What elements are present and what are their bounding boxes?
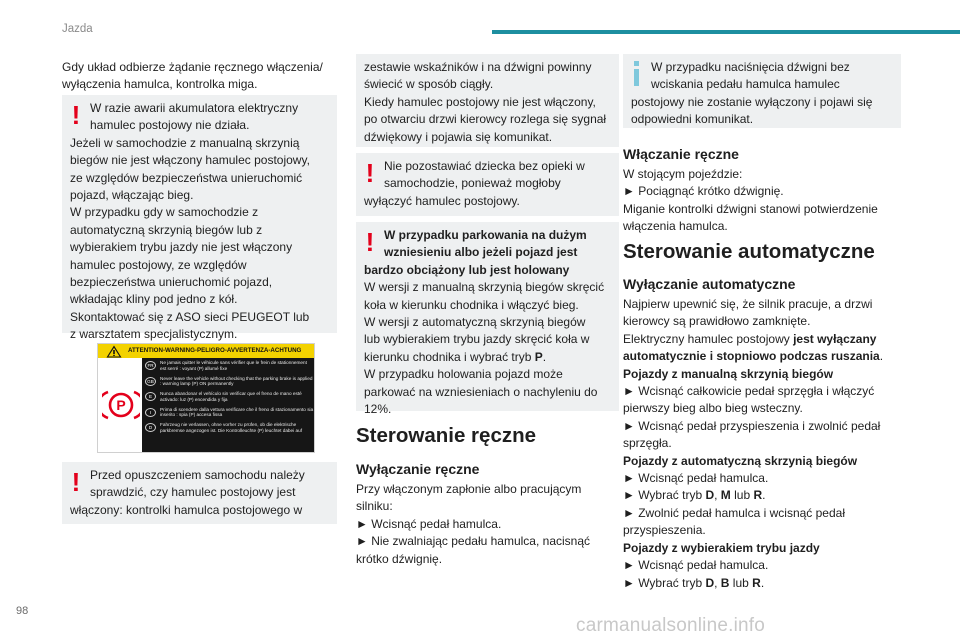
body-text: Elektryczny hamulec postojowy bbox=[623, 331, 794, 346]
warning-box-battery bbox=[62, 95, 337, 342]
warning-line: pojazd, włączając bieg. bbox=[70, 188, 194, 203]
warning-line: Nie pozostawiać dziecka bez opieki w bbox=[384, 159, 585, 173]
warning-line: hamulec postojowy, ze względów bbox=[70, 257, 247, 272]
automatic-release-body bbox=[623, 296, 913, 592]
flag-badge: E bbox=[145, 392, 156, 401]
warning-line: z warsztatem specjalistycznym. bbox=[70, 327, 238, 342]
flag-badge: I bbox=[145, 408, 156, 417]
flag-badge: D bbox=[145, 423, 156, 432]
info-line: postojowy nie zostanie wyłączony i pojawi się bbox=[631, 94, 873, 109]
info-line: wciskania pedału hamulca hamulec bbox=[651, 77, 840, 92]
body-line: ► Wcisnąć pedał hamulca. bbox=[623, 558, 769, 573]
body-line: W stojącym pojeździe: bbox=[623, 167, 743, 181]
body-line: przyspieszenia. bbox=[623, 523, 706, 538]
warning-line: wybierakiem trybu jazdy nie jest włączony bbox=[70, 240, 293, 255]
heading-manual-apply: Włączanie ręczne bbox=[623, 146, 739, 162]
body-line bbox=[623, 331, 913, 348]
warning-line: Skontaktować się z ASO sieci PEUGEOT lub bbox=[70, 309, 310, 324]
heading-manual-release: Wyłączanie ręczne bbox=[356, 461, 480, 477]
punctuation: . bbox=[542, 349, 547, 364]
manual-release-body bbox=[356, 481, 619, 568]
label-row-gb bbox=[142, 374, 314, 390]
subheading-drive-selector: Pojazdy z wybierakiem trybu jazdy bbox=[623, 540, 820, 555]
warning-heading-line: W przypadku parkowania na dużym bbox=[384, 228, 587, 242]
warning-line: W wersji z automatyczną skrzynią biegów bbox=[364, 315, 586, 330]
flag-badge: FR bbox=[145, 361, 156, 370]
punctuation: , bbox=[714, 488, 721, 503]
warning-line: W przypadku gdy w samochodzie z bbox=[70, 205, 259, 220]
continued-warning-box bbox=[356, 54, 619, 147]
label-row-text: Prima di scendere dalla vettura verificare che il freno di stazionamento sia inserito : spia (P) accesa fissa bbox=[160, 406, 314, 418]
flag-badge: GB bbox=[145, 377, 156, 386]
warning-line: zestawie wskaźników i na dźwigni powinny bbox=[364, 60, 592, 74]
info-box-lever bbox=[623, 54, 901, 128]
body-line: sprzęgła. bbox=[623, 436, 672, 451]
warning-heading-line: bardzo obciążony lub jest holowany bbox=[364, 262, 570, 277]
body-text: lub bbox=[730, 488, 754, 503]
warning-line: Kiedy hamulec postojowy nie jest włączony, bbox=[364, 94, 596, 109]
mode-m: M bbox=[720, 488, 731, 503]
warning-heading-line: wzniesieniu albo jeżeli pojazd jest bbox=[384, 245, 578, 260]
body-line: krótko dźwignię. bbox=[356, 551, 443, 566]
body-bold: jest wyłączany bbox=[793, 331, 877, 346]
warning-line: samochodzie, ponieważ mogłoby bbox=[384, 176, 561, 191]
warning-line: W razie awarii akumulatora elektryczny bbox=[90, 101, 299, 115]
warning-line: automatyczną skrzynią biegów lub z bbox=[70, 222, 263, 237]
label-row-d bbox=[142, 420, 314, 436]
warning-line-text: kierunku chodnika i wybrać tryb bbox=[364, 349, 535, 364]
subheading-manual-gearbox: Pojazdy z manualną skrzynią biegów bbox=[623, 366, 834, 381]
body-line: ► Wcisnąć całkowicie pedał sprzęgła i włączyć bbox=[623, 384, 875, 399]
body-line: ► Wcisnąć pedał hamulca. bbox=[623, 471, 769, 486]
heading-automatic-control: Sterowanie automatyczne bbox=[623, 240, 875, 263]
label-row-fr bbox=[142, 358, 314, 374]
mode-r: R bbox=[752, 575, 761, 590]
warning-line: wkładając kliny pod jedno z kół. bbox=[70, 292, 238, 307]
section-label: Jazda bbox=[62, 23, 93, 35]
body-line: włączenia hamulca. bbox=[623, 219, 728, 234]
warning-line: 12%. bbox=[364, 402, 392, 417]
warning-box-leaving bbox=[62, 462, 337, 524]
warning-line: świecić w sposób ciągły. bbox=[364, 77, 494, 92]
body-line: pierwszy bieg albo bieg wsteczny. bbox=[623, 401, 803, 416]
warning-box-slope bbox=[356, 222, 619, 417]
warning-line: hamulec postojowy nie działa. bbox=[90, 118, 250, 133]
header-accent-bar bbox=[492, 30, 960, 34]
body-text: ► Wybrać tryb bbox=[623, 575, 706, 590]
warning-line: sprawdzić, czy hamulec postojowy jest bbox=[90, 485, 296, 500]
body-line bbox=[623, 487, 913, 504]
mode-p: P bbox=[534, 349, 543, 364]
warning-line: W przypadku holowania pojazd może bbox=[364, 367, 563, 382]
manual-apply-body bbox=[623, 166, 908, 236]
warning-line: po otwarciu drzwi kierowcy rozlega się sygnał bbox=[364, 112, 607, 127]
label-row-e bbox=[142, 389, 314, 405]
body-line: Miganie kontrolki dźwigni stanowi potwierdzenie bbox=[623, 201, 878, 216]
body-line bbox=[623, 575, 913, 592]
warning-box-child bbox=[356, 153, 619, 216]
warning-line: wyłączyć hamulec postojowy. bbox=[364, 193, 520, 208]
parking-brake-warning-label-image bbox=[97, 343, 315, 453]
body-line: ► Wcisnąć pedał hamulca. bbox=[356, 516, 502, 531]
label-row-text: Ne jamais quitter le véhicule sans vérifier que le frein de stationnement est serré : voyant (P) allumé fixe bbox=[160, 360, 307, 371]
warning-line: Jeżeli w samochodzie z manualną skrzynią bbox=[70, 135, 300, 150]
info-icon bbox=[632, 61, 642, 87]
info-line: W przypadku naciśnięcia dźwigni bez bbox=[651, 60, 850, 74]
warning-exclamation-icon: ! bbox=[365, 227, 375, 257]
page-number: 98 bbox=[16, 605, 29, 617]
punctuation: . bbox=[762, 488, 766, 503]
watermark: carmanualsonline.info bbox=[576, 615, 766, 636]
body-line: ► Wcisnąć pedał przyspieszenia i zwolnić pedał bbox=[623, 418, 881, 433]
col1-intro: Gdy układ odbierze żądanie ręcznego włączenia/ wyłączenia hamulca, kontrolka miga. bbox=[62, 60, 323, 92]
body-line: Przy włączonym zapłonie albo pracującym bbox=[356, 482, 582, 496]
body-line: silniku: bbox=[356, 499, 393, 514]
warning-line: biegów nie jest włączony hamulec postojowy, bbox=[70, 153, 310, 168]
body-line: Najpierw upewnić się, że silnik pracuje, a drzwi bbox=[623, 297, 873, 311]
warning-exclamation-icon: ! bbox=[71, 467, 81, 497]
body-line: kierowcy są prawidłowo zamknięte. bbox=[623, 314, 811, 329]
warning-line bbox=[364, 349, 611, 366]
label-text-panel bbox=[142, 358, 314, 452]
warning-line: W wersji z manualną skrzynią biegów skręcić bbox=[364, 280, 605, 295]
punctuation: . bbox=[760, 575, 765, 590]
body-text: ► Wybrać tryb bbox=[623, 488, 706, 503]
subheading-automatic-gearbox: Pojazdy z automatyczną skrzynią biegów bbox=[623, 453, 858, 468]
mode-d: D bbox=[705, 488, 715, 503]
mode-b: B bbox=[720, 575, 730, 590]
label-row-text: Never leave the vehicle without checking that the parking brake is applied : warning lamp (P) ON permanently bbox=[160, 375, 313, 387]
warning-line: ze względów bezpieczeństwa unieruchomić bbox=[70, 170, 303, 185]
warning-line: parkować na wzniesieniach o nachyleniu do bbox=[364, 384, 598, 399]
body-line: ► Zwolnić pedał hamulca i wcisnąć pedał bbox=[623, 505, 845, 520]
punctuation: , bbox=[714, 575, 721, 590]
info-line: odpowiedni komunikat. bbox=[631, 112, 754, 127]
body-line: ► Pociągnąć krótko dźwignię. bbox=[623, 184, 784, 199]
parking-brake-icon bbox=[102, 388, 140, 422]
heading-manual-control: Sterowanie ręczne bbox=[356, 424, 537, 447]
body-line: ► Nie zwalniając pedału hamulca, nacisnąć bbox=[356, 534, 590, 549]
warning-line: dźwiękowy i pojawia się komunikat. bbox=[364, 129, 553, 144]
label-row-i bbox=[142, 405, 314, 421]
body-text: lub bbox=[729, 575, 753, 590]
warning-line: koła w kierunku chodnika i włączyć bieg. bbox=[364, 297, 579, 312]
svg-text:P: P bbox=[116, 397, 126, 413]
warning-exclamation-icon: ! bbox=[71, 100, 81, 130]
mode-r: R bbox=[753, 488, 763, 503]
body-line bbox=[623, 348, 913, 365]
warning-line: lub wybierakiem trybu jazdy skręcić koła w bbox=[364, 332, 590, 347]
punctuation: . bbox=[879, 349, 884, 364]
warning-line: włączony: kontrolki hamulca postojowego w bbox=[70, 502, 303, 517]
label-header: ATTENTION-WARNING-PELIGRO-AVVERTENZA-ACHTUNG bbox=[98, 344, 314, 358]
warning-exclamation-icon: ! bbox=[365, 158, 375, 188]
warning-line: Przed opuszczeniem samochodu należy bbox=[90, 468, 305, 482]
mode-d: D bbox=[705, 575, 715, 590]
heading-automatic-release: Wyłączanie automatyczne bbox=[623, 276, 796, 292]
warning-line: bezpieczeństwa unieruchomić pojazd, bbox=[70, 275, 273, 290]
label-row-text: Fahrzeug nie verlassen, ohne vorher zu prüfen, ob die elektrische parkbremse angezogen ist. Die Kontrolleuchte (P) leuchtet dabei auf bbox=[160, 422, 303, 433]
label-row-text: Nunca abandonar el vehículo sin verificar que el freno de mano esté activado: luz (P) encendida y fija bbox=[160, 391, 302, 402]
body-bold: automatycznie i stopniowo podczas ruszania bbox=[623, 349, 880, 364]
warning-triangle-icon bbox=[106, 345, 122, 358]
